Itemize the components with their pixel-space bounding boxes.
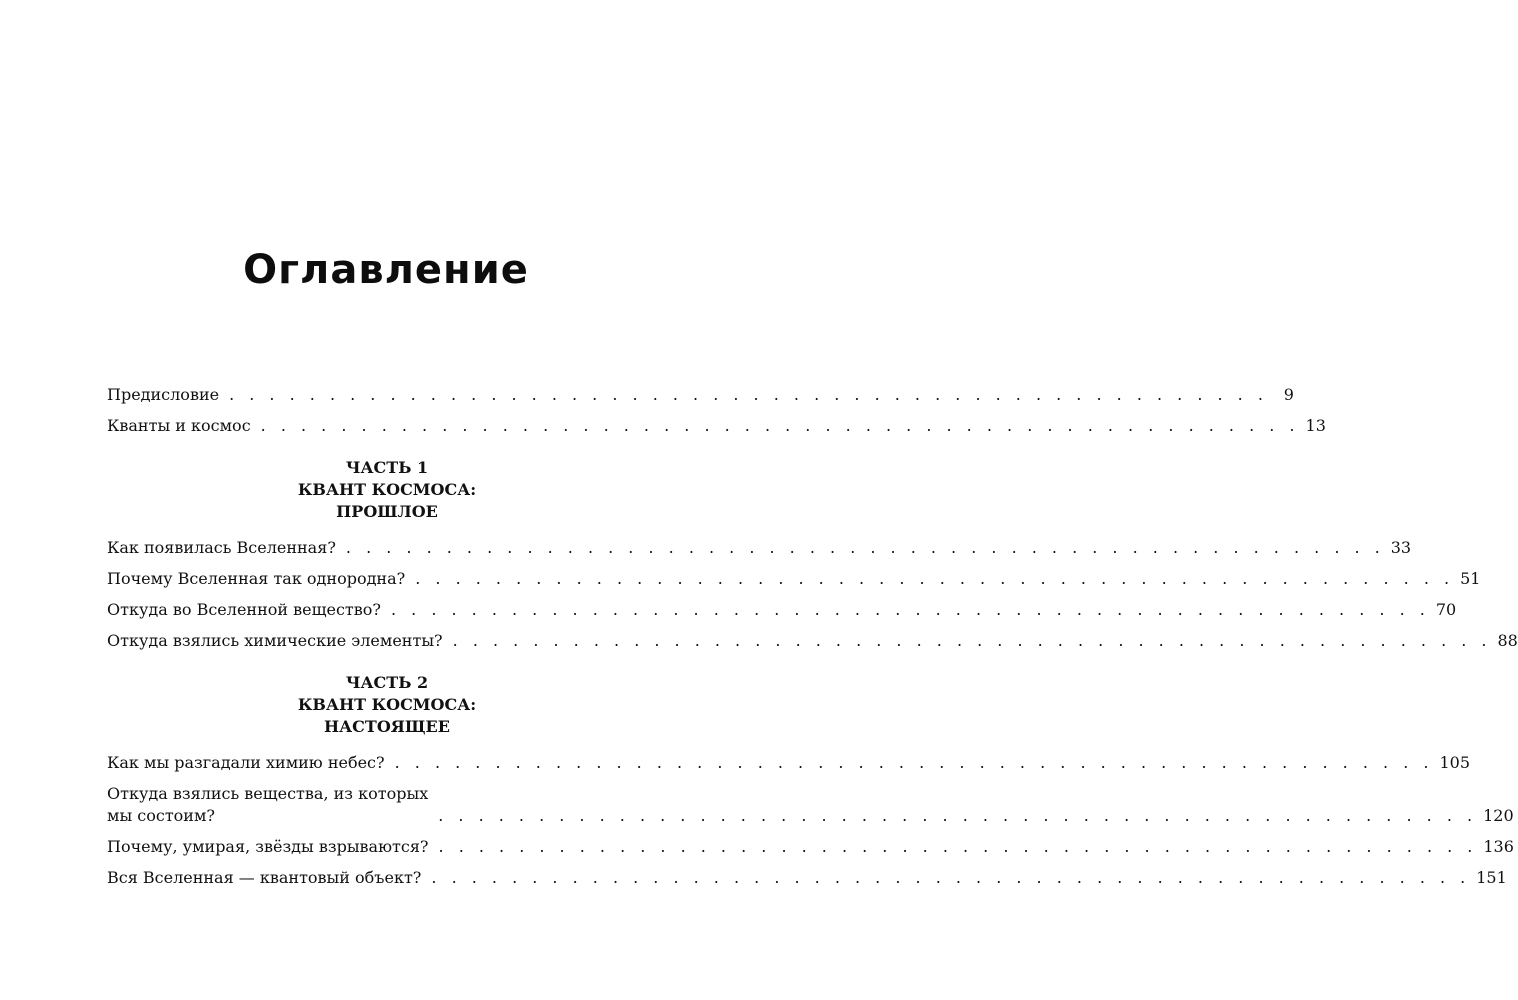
toc-entry-page: 51 bbox=[1460, 569, 1481, 588]
toc-entry[interactable] bbox=[107, 568, 1481, 590]
toc-entry-title: Предисловие bbox=[107, 385, 220, 404]
toc-entry[interactable] bbox=[107, 537, 1412, 559]
toc-entry-title: Почему Вселенная так однородна? bbox=[107, 569, 406, 588]
dot-leader: . . . . . . . . . . . . . . . . . . . . . . . . . . . . . . . . . . . . . . . . . . . . . . . . . . . . bbox=[438, 837, 1478, 856]
page-title: Оглавление bbox=[243, 247, 529, 293]
toc-entry[interactable] bbox=[107, 836, 1514, 858]
toc-entry-page: 120 bbox=[1483, 806, 1514, 825]
toc-entry[interactable] bbox=[107, 867, 1507, 889]
dot-leader: . . . . . . . . . . . . . . . . . . . . . . . . . . . . . . . . . . . . . . . . . . . . . . . . . . . . bbox=[390, 600, 1430, 619]
part-heading-1 bbox=[107, 457, 667, 523]
toc-entry[interactable] bbox=[107, 783, 1514, 827]
part-name-line1: КВАНТ КОСМОСА: bbox=[297, 695, 477, 714]
toc-entry-title: Почему, умирая, звёзды взрываются? bbox=[107, 837, 429, 856]
toc-entry-page: 9 bbox=[1283, 385, 1294, 404]
toc-entry-page: 33 bbox=[1390, 538, 1412, 557]
part-heading-2 bbox=[107, 672, 667, 738]
dot-leader: . . . . . . . . . . . . . . . . . . . . . . . . . . . . . . . . . . . . . . . . . . . . . . . . . . . . bbox=[229, 385, 1268, 404]
dot-leader: . . . . . . . . . . . . . . . . . . . . . . . . . . . . . . . . . . . . . . . . . . . . . . . . . . . . bbox=[431, 868, 1471, 887]
toc-entry-title: Откуда взялись вещества, из которых мы состоим? bbox=[107, 784, 429, 825]
toc-entry-title: Кванты и космос bbox=[107, 416, 251, 435]
part-label: ЧАСТЬ 1 bbox=[345, 458, 429, 477]
toc-entry[interactable] bbox=[107, 752, 1470, 774]
toc-entry-quanta-and-cosmos[interactable] bbox=[107, 415, 1326, 437]
dot-leader: . . . . . . . . . . . . . . . . . . . . . . . . . . . . . . . . . . . . . . . . . . . . . . . . . . . . bbox=[438, 806, 1478, 825]
toc-entry-page: 136 bbox=[1483, 837, 1514, 856]
part-name-line2: ПРОШЛОЕ bbox=[336, 502, 438, 521]
toc-entry-preface[interactable] bbox=[107, 384, 1294, 406]
toc-entry-page: 105 bbox=[1439, 753, 1470, 772]
toc-entry-title: Откуда взялись химические элементы? bbox=[107, 631, 443, 650]
toc-entry-title: Как мы разгадали химию небес? bbox=[107, 753, 385, 772]
dot-leader: . . . . . . . . . . . . . . . . . . . . . . . . . . . . . . . . . . . . . . . . . . . . . . . . . . . . bbox=[452, 631, 1492, 650]
toc-entry-title: Вся Вселенная — квантовый объект? bbox=[107, 868, 422, 887]
dot-leader: . . . . . . . . . . . . . . . . . . . . . . . . . . . . . . . . . . . . . . . . . . . . . . . . . . . . bbox=[415, 569, 1455, 588]
toc-entry-page: 88 bbox=[1497, 631, 1518, 650]
part-name-line2: НАСТОЯЩЕЕ bbox=[324, 717, 450, 736]
dot-leader: . . . . . . . . . . . . . . . . . . . . . . . . . . . . . . . . . . . . . . . . . . . . . . . . . . . . bbox=[394, 753, 1434, 772]
toc-entry-page: 70 bbox=[1435, 600, 1457, 619]
table-of-contents bbox=[107, 384, 1518, 898]
toc-entry-title: Откуда во Вселенной вещество? bbox=[107, 600, 381, 619]
dot-leader: . . . . . . . . . . . . . . . . . . . . . . . . . . . . . . . . . . . . . . . . . . . . . . . . . . . . bbox=[345, 538, 1385, 557]
part-name-line1: КВАНТ КОСМОСА: bbox=[297, 480, 477, 499]
toc-entry-page: 151 bbox=[1476, 868, 1507, 887]
toc-entry[interactable] bbox=[107, 630, 1518, 652]
toc-entry-page: 13 bbox=[1305, 416, 1326, 435]
toc-entry[interactable] bbox=[107, 599, 1457, 621]
dot-leader: . . . . . . . . . . . . . . . . . . . . . . . . . . . . . . . . . . . . . . . . . . . . . . . . . . . . bbox=[260, 416, 1300, 435]
part-label: ЧАСТЬ 2 bbox=[345, 673, 429, 692]
toc-entry-title: Как появилась Вселенная? bbox=[107, 538, 336, 557]
